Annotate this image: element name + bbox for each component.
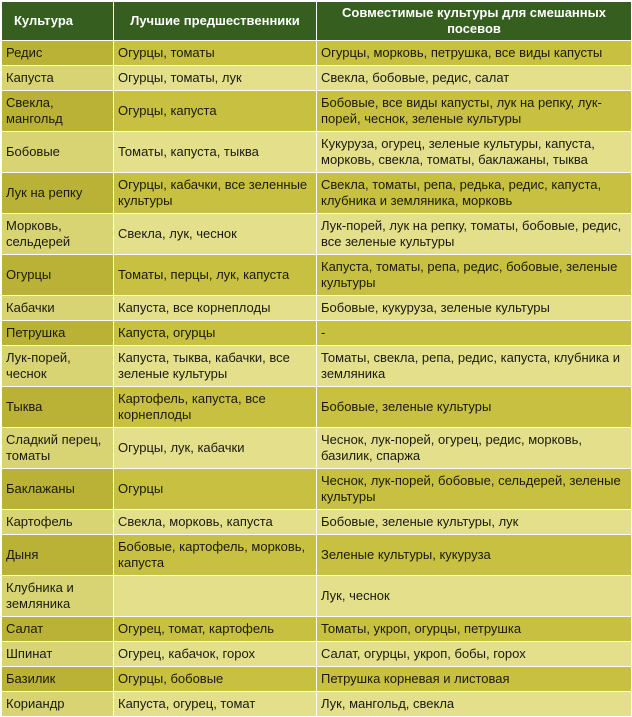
cell-compatible: Лук, мангольд, свекла — [317, 692, 632, 717]
cell-predecessors: Свекла, лук, чеснок — [114, 214, 317, 255]
cell-compatible: Бобовые, зеленые культуры — [317, 387, 632, 428]
cell-culture: Бобовые — [2, 132, 114, 173]
cell-culture: Лук-порей, чеснок — [2, 346, 114, 387]
cell-culture: Шпинат — [2, 642, 114, 667]
cell-culture: Клубника и земляника — [2, 576, 114, 617]
table-row — [2, 387, 632, 428]
cell-compatible: Капуста, томаты, репа, редис, бобовые, зеленые культуры — [317, 255, 632, 296]
cell-culture: Сладкий перец, томаты — [2, 428, 114, 469]
cell-culture: Базилик — [2, 667, 114, 692]
table-row — [2, 692, 632, 717]
table-row — [2, 255, 632, 296]
table-row — [2, 66, 632, 91]
cell-compatible: Свекла, томаты, репа, редька, редис, капуста, клубника и земляника, морковь — [317, 173, 632, 214]
cell-predecessors: Огурец, кабачок, горох — [114, 642, 317, 667]
table-row — [2, 667, 632, 692]
cell-culture: Свекла, мангольд — [2, 91, 114, 132]
cell-compatible: Томаты, укроп, огурцы, петрушка — [317, 617, 632, 642]
table-row — [2, 321, 632, 346]
cell-predecessors: Огурцы, бобовые — [114, 667, 317, 692]
table-row — [2, 576, 632, 617]
header-compatible: Совместимые культуры для смешанных посевов — [317, 2, 632, 41]
cell-culture: Тыква — [2, 387, 114, 428]
cell-compatible: Чеснок, лук-порей, бобовые, сельдерей, зеленые культуры — [317, 469, 632, 510]
cell-compatible: Бобовые, зеленые культуры, лук — [317, 510, 632, 535]
cell-culture: Петрушка — [2, 321, 114, 346]
cell-predecessors: Капуста, огурец, томат — [114, 692, 317, 717]
cell-culture: Салат — [2, 617, 114, 642]
cell-compatible: - — [317, 321, 632, 346]
cell-predecessors: Бобовые, картофель, морковь, капуста — [114, 535, 317, 576]
cell-culture: Капуста — [2, 66, 114, 91]
cell-predecessors: Огурец, томат, картофель — [114, 617, 317, 642]
cell-culture: Дыня — [2, 535, 114, 576]
table-row — [2, 469, 632, 510]
cell-culture: Картофель — [2, 510, 114, 535]
table-row — [2, 428, 632, 469]
cell-predecessors: Капуста, все корнеплоды — [114, 296, 317, 321]
cell-compatible: Бобовые, все виды капусты, лук на репку, лук-порей, чеснок, зеленые культуры — [317, 91, 632, 132]
cell-predecessors — [114, 576, 317, 617]
cell-compatible: Томаты, свекла, репа, редис, капуста, клубника и земляника — [317, 346, 632, 387]
table-row — [2, 214, 632, 255]
cell-culture: Лук на репку — [2, 173, 114, 214]
cell-culture: Редис — [2, 41, 114, 66]
cell-predecessors: Томаты, перцы, лук, капуста — [114, 255, 317, 296]
cell-predecessors: Капуста, тыква, кабачки, все зеленые культуры — [114, 346, 317, 387]
table-row — [2, 346, 632, 387]
cell-predecessors: Томаты, капуста, тыква — [114, 132, 317, 173]
cell-compatible: Бобовые, кукуруза, зеленые культуры — [317, 296, 632, 321]
cell-predecessors: Огурцы, кабачки, все зеленные культуры — [114, 173, 317, 214]
cell-compatible: Кукуруза, огурец, зеленые культуры, капуста, морковь, свекла, томаты, баклажаны, тыква — [317, 132, 632, 173]
table-row — [2, 535, 632, 576]
cell-predecessors: Огурцы, томаты — [114, 41, 317, 66]
cell-predecessors: Капуста, огурцы — [114, 321, 317, 346]
cell-compatible: Лук, чеснок — [317, 576, 632, 617]
cell-predecessors: Огурцы, томаты, лук — [114, 66, 317, 91]
cell-predecessors: Огурцы, капуста — [114, 91, 317, 132]
table-row — [2, 617, 632, 642]
table-row — [2, 510, 632, 535]
cell-compatible: Салат, огурцы, укроп, бобы, горох — [317, 642, 632, 667]
cell-predecessors: Огурцы — [114, 469, 317, 510]
cell-culture: Морковь, сельдерей — [2, 214, 114, 255]
table-row — [2, 296, 632, 321]
cell-compatible: Зеленые культуры, кукуруза — [317, 535, 632, 576]
table-row — [2, 41, 632, 66]
cell-culture: Кориандр — [2, 692, 114, 717]
header-row — [2, 2, 632, 41]
cell-predecessors: Огурцы, лук, кабачки — [114, 428, 317, 469]
header-predecessors: Лучшие предшественники — [114, 2, 317, 41]
cell-compatible: Петрушка корневая и листовая — [317, 667, 632, 692]
table-row — [2, 132, 632, 173]
crop-compatibility-table — [1, 1, 632, 717]
cell-compatible: Лук-порей, лук на репку, томаты, бобовые, редис, все зеленые культуры — [317, 214, 632, 255]
cell-culture: Огурцы — [2, 255, 114, 296]
table-row — [2, 173, 632, 214]
cell-compatible: Свекла, бобовые, редис, салат — [317, 66, 632, 91]
cell-culture: Кабачки — [2, 296, 114, 321]
cell-compatible: Чеснок, лук-порей, огурец, редис, морковь, базилик, спаржа — [317, 428, 632, 469]
cell-culture: Баклажаны — [2, 469, 114, 510]
cell-compatible: Огурцы, морковь, петрушка, все виды капусты — [317, 41, 632, 66]
cell-predecessors: Картофель, капуста, все корнеплоды — [114, 387, 317, 428]
table-row — [2, 91, 632, 132]
table-row — [2, 642, 632, 667]
cell-predecessors: Свекла, морковь, капуста — [114, 510, 317, 535]
header-culture: Культура — [2, 2, 114, 41]
